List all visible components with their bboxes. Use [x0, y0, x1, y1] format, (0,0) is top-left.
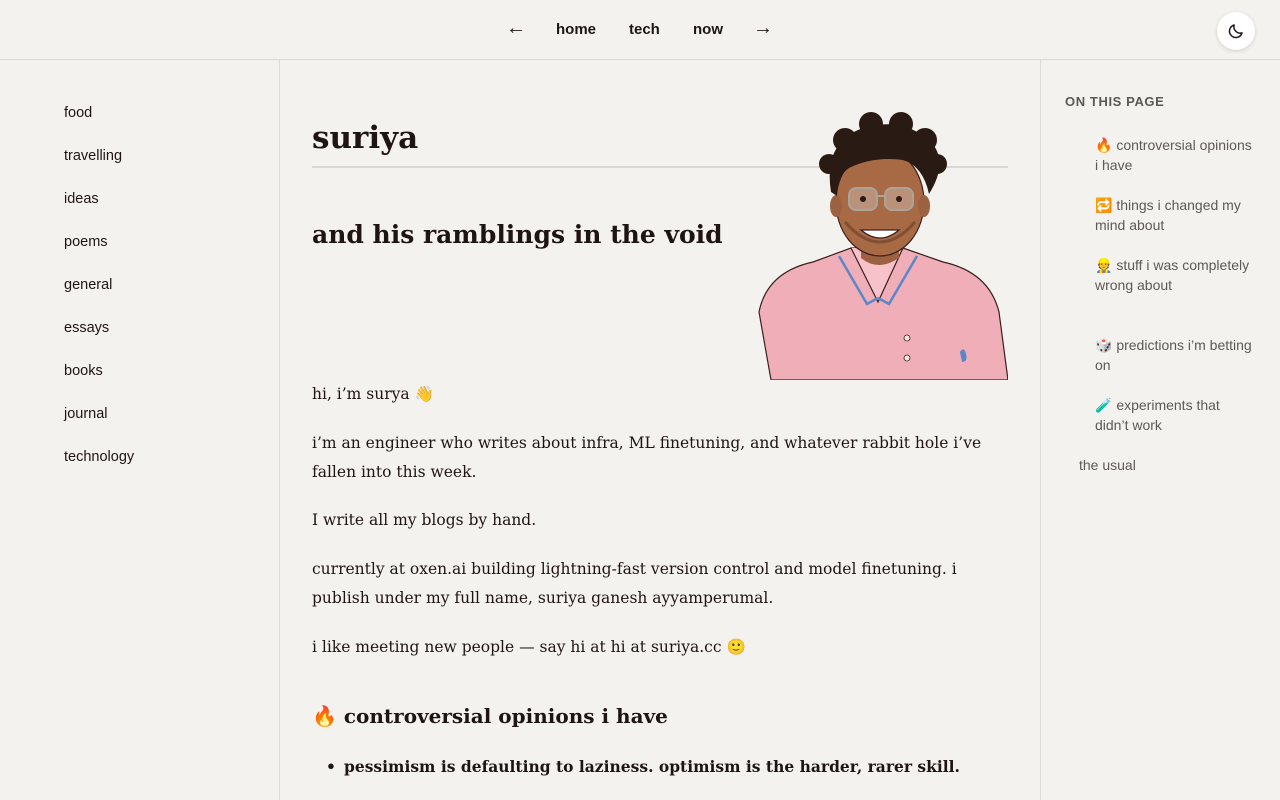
intro-paragraph: i’m an engineer who writes about infra, ML finetuning, and whatever rabbit hole i’ve fallen into this week.: [312, 434, 982, 481]
top-bar: [0, 0, 1280, 60]
section-heading-controversial-opinions: 🔥 controversial opinions i have: [312, 704, 668, 728]
sidebar-item-ideas[interactable]: ideas: [64, 191, 99, 207]
toc-item-changed-my-mind[interactable]: 🔁 things i changed my mind about: [1095, 197, 1241, 233]
page-subtitle: and his ramblings in the void: [312, 220, 723, 249]
toc-title: ON THIS PAGE: [1065, 94, 1165, 109]
sidebar-item-technology[interactable]: technology: [64, 449, 135, 465]
main-content: [312, 60, 1008, 800]
table-of-contents: [1040, 60, 1280, 800]
sidebar-item-poems[interactable]: poems: [64, 234, 108, 250]
sidebar-item-food[interactable]: food: [64, 105, 93, 121]
sidebar-item-travelling[interactable]: travelling: [64, 148, 123, 164]
greeting-paragraph: hi, i’m surya 👋: [312, 385, 434, 403]
handwritten-paragraph: I write all my blogs by hand.: [312, 511, 537, 529]
toc-item-predictions[interactable]: 🎲 predictions i’m betting on: [1095, 337, 1252, 373]
page-title: suriya: [312, 120, 419, 156]
nav-link-tech[interactable]: tech: [629, 21, 660, 38]
list-item: • pessimism is defaulting to laziness. optimism is the harder, rarer skill.: [344, 754, 960, 780]
avatar-illustration: [753, 112, 1008, 380]
toc-item-controversial-opinions[interactable]: 🔥 controversial opinions i have: [1095, 137, 1252, 173]
nav-link-home[interactable]: home: [556, 21, 597, 38]
category-sidebar: [0, 60, 280, 800]
contact-paragraph: i like meeting new people — say hi at hi at suriya.cc 🙂: [312, 638, 746, 656]
toc-item-experiments[interactable]: 🧪 experiments that didn’t work: [1095, 397, 1220, 433]
sidebar-item-journal[interactable]: journal: [64, 406, 108, 422]
current-work-paragraph: currently at oxen.ai building lightning-fast version control and model finetuning. i publish under my full name, suriya ganesh ayyamperumal.: [312, 560, 957, 607]
moon-icon: [1227, 22, 1245, 40]
sidebar-item-general[interactable]: general: [64, 277, 113, 293]
sidebar-item-books[interactable]: books: [64, 363, 103, 379]
toc-item-completely-wrong[interactable]: 👷 stuff i was completely wrong about: [1095, 257, 1250, 293]
previous-page-arrow-icon[interactable]: ←: [506, 17, 526, 39]
toc-item-the-usual[interactable]: the usual: [1079, 457, 1136, 473]
top-navigation: [0, 0, 1280, 60]
theme-toggle-button[interactable]: [1217, 12, 1255, 50]
sidebar-item-essays[interactable]: essays: [64, 320, 110, 336]
next-page-arrow-icon[interactable]: →: [753, 17, 773, 39]
nav-link-now[interactable]: now: [693, 21, 723, 38]
